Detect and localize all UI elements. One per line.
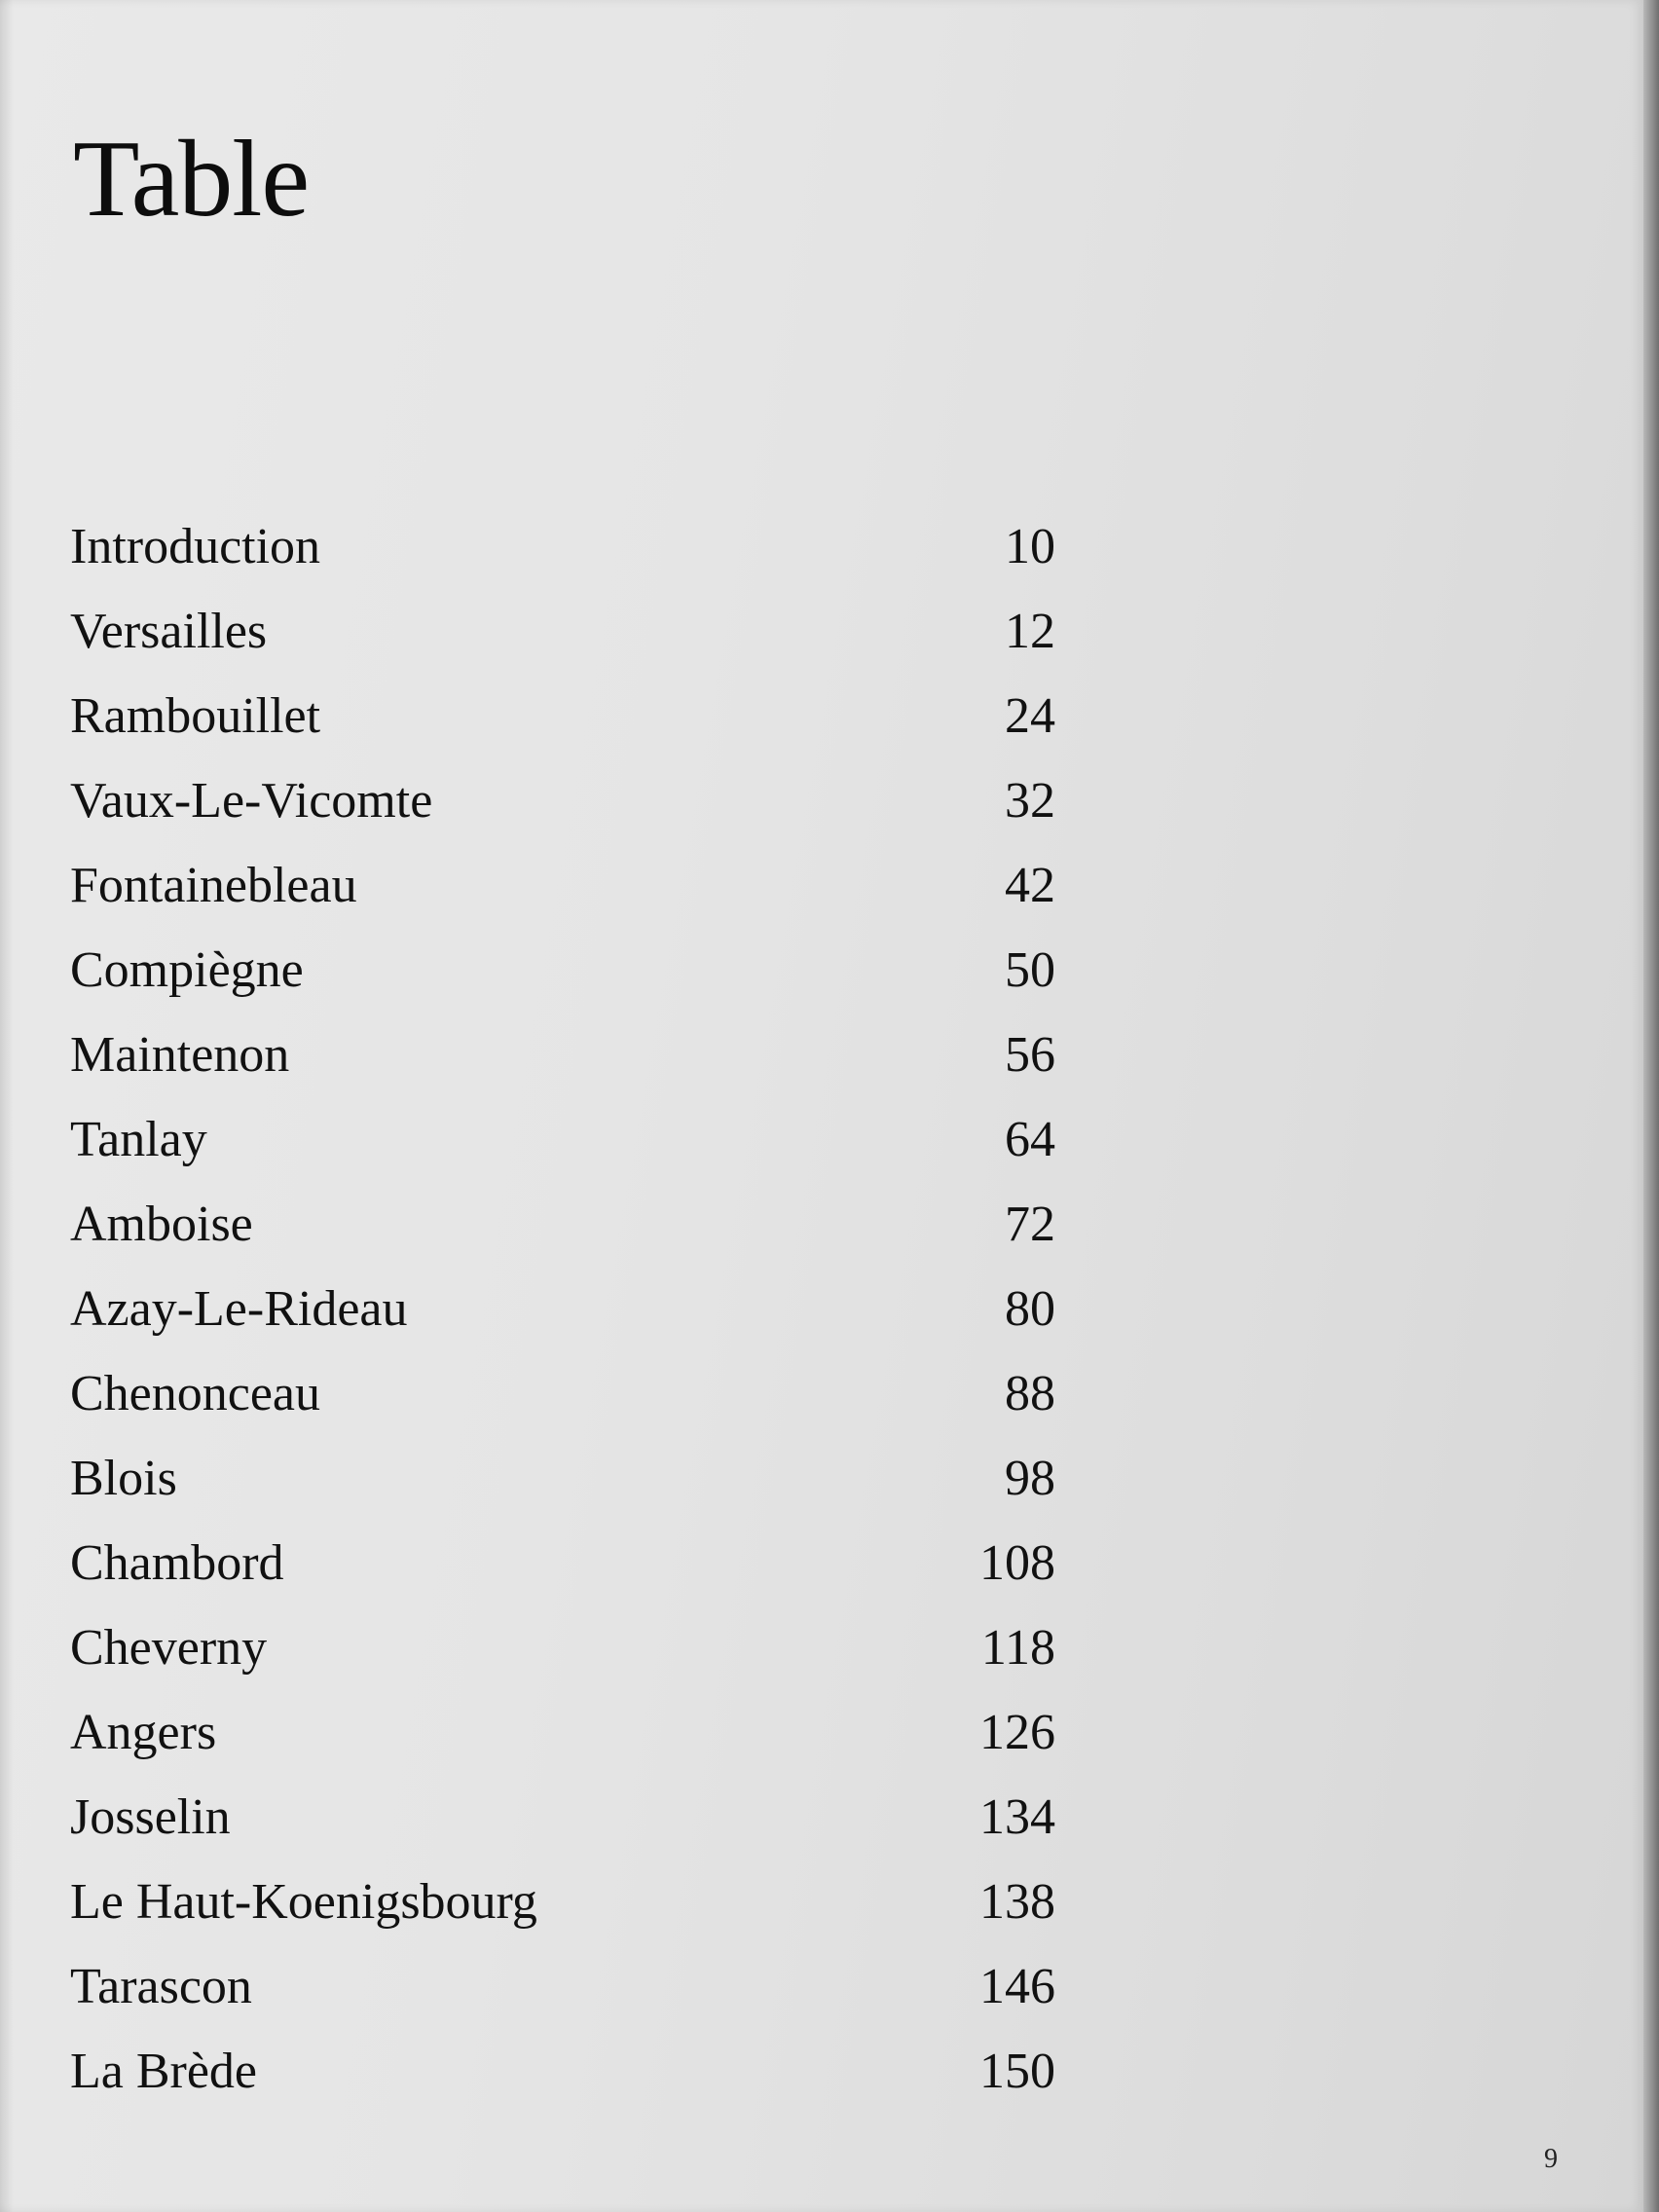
page-title: Table bbox=[73, 119, 310, 240]
spine-shadow bbox=[0, 0, 14, 2212]
toc-entry-title: Rambouillet bbox=[70, 688, 321, 744]
toc-entry bbox=[70, 1191, 1055, 1275]
toc-entry bbox=[70, 1614, 1055, 1699]
toc-entry-title: Compiègne bbox=[70, 942, 304, 998]
page-number: 9 bbox=[1544, 2144, 1558, 2174]
table-of-contents bbox=[70, 513, 1055, 2122]
toc-entry-page: 134 bbox=[979, 1789, 1055, 1845]
toc-entry-page: 50 bbox=[1005, 942, 1055, 998]
toc-entry-page: 138 bbox=[979, 1874, 1055, 1930]
toc-entry bbox=[70, 598, 1055, 682]
toc-entry-page: 80 bbox=[1005, 1281, 1055, 1337]
toc-entry bbox=[70, 1699, 1055, 1784]
toc-entry-page: 64 bbox=[1005, 1112, 1055, 1167]
toc-entry-page: 12 bbox=[1005, 604, 1055, 659]
toc-entry-page: 88 bbox=[1005, 1366, 1055, 1421]
toc-entry-title: Blois bbox=[70, 1451, 177, 1506]
toc-entry-page: 32 bbox=[1005, 773, 1055, 829]
toc-entry-title: Josselin bbox=[70, 1789, 231, 1845]
toc-entry-title: Versailles bbox=[70, 604, 268, 659]
toc-entry-page: 42 bbox=[1005, 858, 1055, 913]
toc-entry bbox=[70, 1445, 1055, 1530]
toc-entry bbox=[70, 2038, 1055, 2122]
toc-entry-page: 56 bbox=[1005, 1027, 1055, 1083]
toc-entry-title: Chenonceau bbox=[70, 1366, 321, 1421]
toc-entry bbox=[70, 1530, 1055, 1614]
toc-entry bbox=[70, 767, 1055, 852]
toc-entry-page: 150 bbox=[979, 2044, 1055, 2099]
toc-entry-title: Tanlay bbox=[70, 1112, 207, 1167]
toc-entry bbox=[70, 1360, 1055, 1445]
toc-entry-page: 24 bbox=[1005, 688, 1055, 744]
toc-entry-page: 72 bbox=[1005, 1197, 1055, 1252]
toc-entry bbox=[70, 1784, 1055, 1868]
toc-entry bbox=[70, 1953, 1055, 2038]
page-edge bbox=[1643, 0, 1659, 2212]
toc-entry-title: Chambord bbox=[70, 1535, 284, 1591]
toc-entry-page: 118 bbox=[980, 1620, 1055, 1676]
toc-entry-title: Le Haut-Koenigsbourg bbox=[70, 1874, 537, 1930]
toc-entry bbox=[70, 1021, 1055, 1106]
toc-entry-title: Azay-Le-Rideau bbox=[70, 1281, 408, 1337]
toc-entry-page: 10 bbox=[1005, 519, 1055, 574]
toc-entry-title: Maintenon bbox=[70, 1027, 290, 1083]
toc-entry-page: 108 bbox=[979, 1535, 1055, 1591]
toc-entry-title: Vaux-Le-Vicomte bbox=[70, 773, 433, 829]
toc-entry-page: 126 bbox=[979, 1705, 1055, 1760]
toc-entry-page: 146 bbox=[979, 1959, 1055, 2014]
toc-entry bbox=[70, 937, 1055, 1021]
toc-entry bbox=[70, 1106, 1055, 1191]
toc-entry-title: Cheverny bbox=[70, 1620, 268, 1676]
toc-entry-title: La Brède bbox=[70, 2044, 258, 2099]
toc-entry-title: Tarascon bbox=[70, 1959, 252, 2014]
toc-entry bbox=[70, 852, 1055, 937]
toc-entry bbox=[70, 1275, 1055, 1360]
toc-entry bbox=[70, 513, 1055, 598]
toc-entry-title: Fontainebleau bbox=[70, 858, 357, 913]
toc-entry-title: Amboise bbox=[70, 1197, 253, 1252]
toc-entry-title: Angers bbox=[70, 1705, 217, 1760]
toc-entry bbox=[70, 1868, 1055, 1953]
toc-entry-title: Introduction bbox=[70, 519, 321, 574]
toc-entry bbox=[70, 682, 1055, 767]
toc-entry-page: 98 bbox=[1005, 1451, 1055, 1506]
